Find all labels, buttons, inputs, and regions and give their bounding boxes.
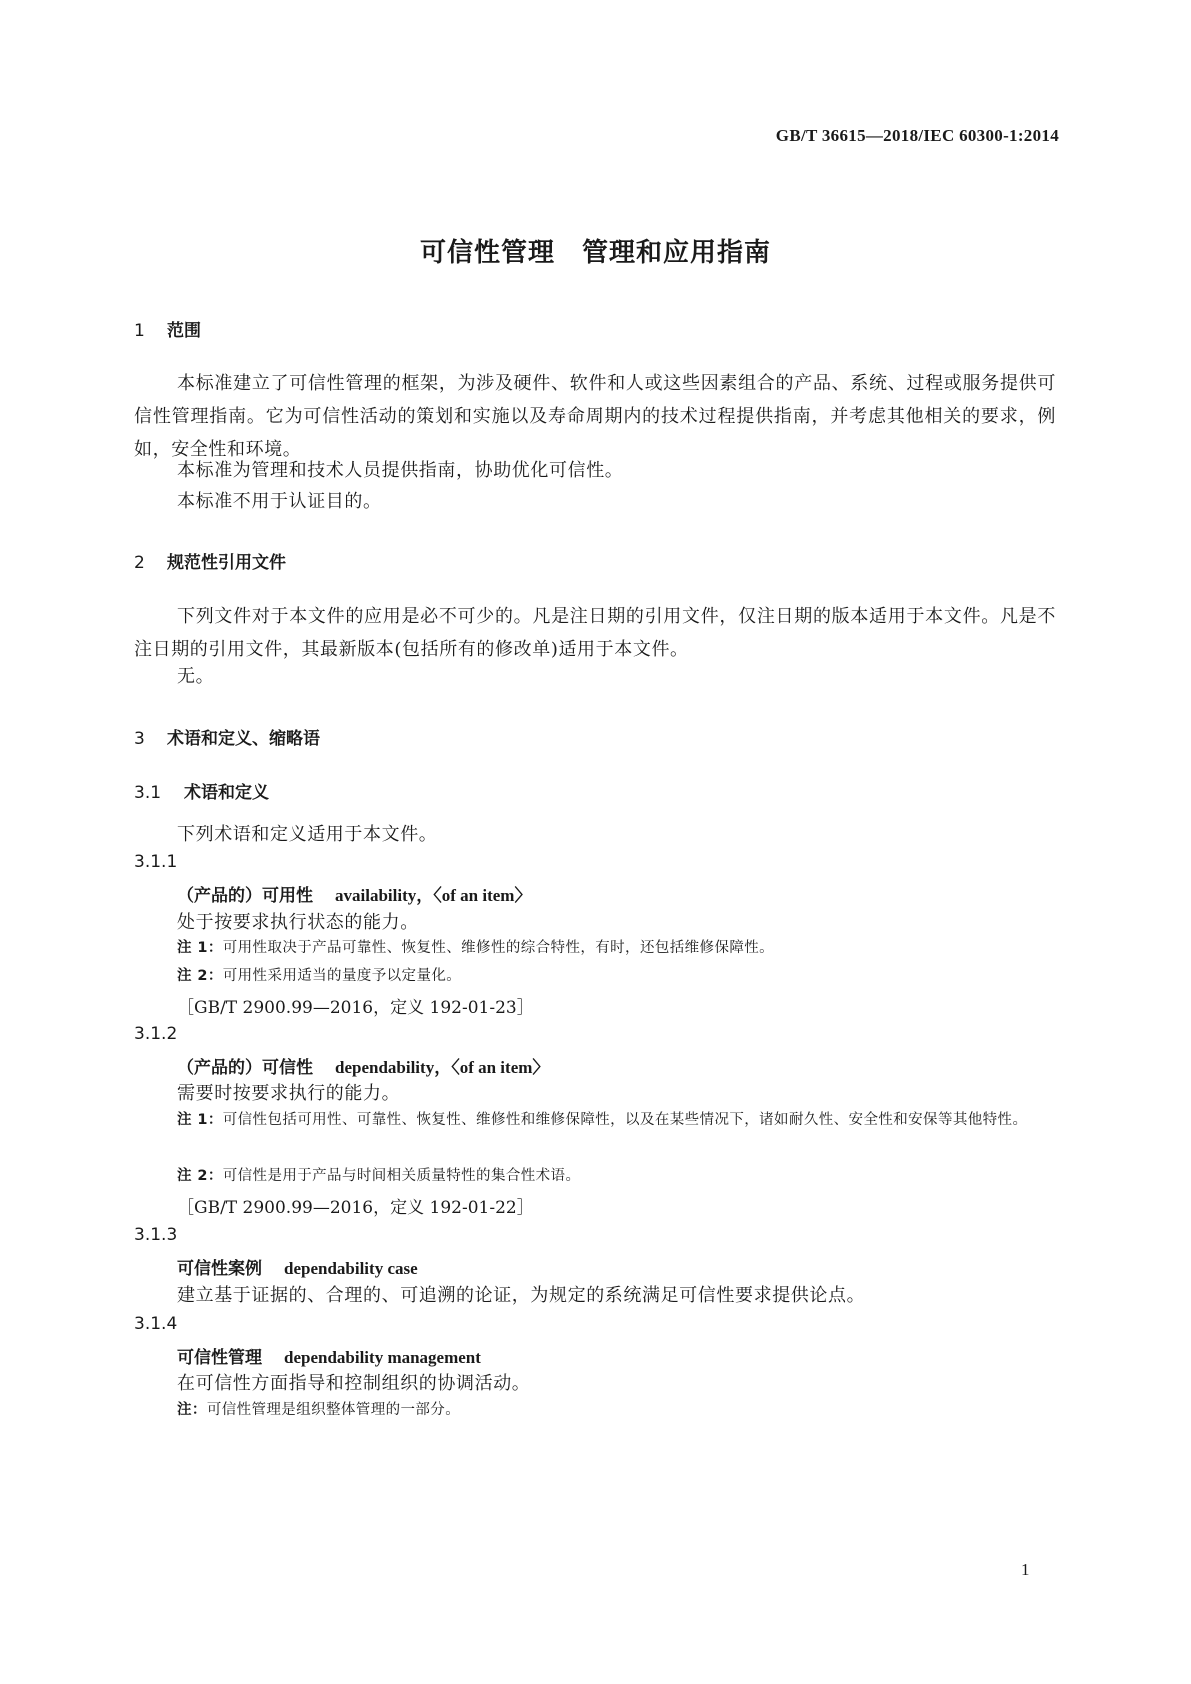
note-text: 可用性取决于产品可靠性、恢复性、维修性的综合特性，有时，还包括维修保障性。 — [222, 940, 775, 956]
document-title: 可信性管理 管理和应用指南 — [419, 238, 771, 268]
section-title: 范围 — [167, 321, 201, 341]
section-number: 3 — [134, 729, 145, 749]
note-text: 可信性包括可用性、可靠性、恢复性、维修性和维修保障性，以及在某些情况下，诸如耐久性、安全性和安保等其他特性。 — [222, 1112, 1028, 1128]
term-note — [177, 962, 1057, 990]
term-note — [177, 934, 1057, 962]
note-label: 注 1： — [177, 940, 223, 956]
term-note — [177, 1162, 1057, 1190]
section-2-paragraph-1: 下列文件对于本文件的应用是必不可少的。凡是注日期的引用文件，仅注日期的版本适用于本文件。凡是不注日期的引用文件，其最新版本(包括所有的修改单)适用于本文件。 — [134, 606, 1056, 660]
term-definition: 在可信性方面指导和控制组织的协调活动。 — [177, 1373, 531, 1394]
section-title: 术语和定义 — [184, 783, 269, 803]
term-english: availability，〈of an item〉 — [335, 886, 532, 905]
standard-number: GB/T 36615—2018/IEC 60300-1:2014 — [775, 126, 1059, 145]
term-definition: 处于按要求执行状态的能力。 — [177, 912, 419, 933]
section-3-1-heading — [134, 778, 269, 803]
term-english: dependability case — [284, 1259, 418, 1278]
note-label: 注： — [177, 1402, 207, 1418]
note-label: 注 2： — [177, 968, 223, 984]
note-label: 注 2： — [177, 1168, 223, 1184]
section-3-heading — [134, 724, 320, 749]
note-label: 注 1： — [177, 1112, 223, 1128]
section-1-paragraph-1: 本标准建立了可信性管理的框架，为涉及硬件、软件和人或这些因素组合的产品、系统、过程或服务提供可信性管理指南。它为可信性活动的策划和实施以及寿命周期内的技术过程提供指南，并考虑其他相关的要求，例如，安全性和环境。 — [134, 373, 1056, 460]
term-chinese: 可信性案例 — [177, 1259, 262, 1279]
term-entry — [177, 1053, 549, 1078]
term-number: 3.1.3 — [134, 1225, 178, 1245]
term-definition: 需要时按要求执行的能力。 — [177, 1083, 401, 1104]
section-3-1-intro: 下列术语和定义适用于本文件。 — [177, 824, 438, 845]
section-1-paragraph-2: 本标准为管理和技术人员提供指南，协助优化可信性。 — [177, 460, 624, 481]
term-source: ［GB/T 2900.99—2016，定义 192-01-23］ — [177, 998, 534, 1018]
term-note — [177, 1106, 1099, 1134]
note-text: 可信性管理是组织整体管理的一部分。 — [206, 1402, 461, 1418]
page-number: 1 — [1021, 1560, 1030, 1579]
term-chinese: （产品的）可信性 — [177, 1058, 313, 1078]
term-chinese: 可信性管理 — [177, 1348, 262, 1368]
section-number: 2 — [134, 553, 145, 573]
term-english: dependability management — [284, 1348, 481, 1367]
term-number: 3.1.2 — [134, 1024, 178, 1044]
section-number: 1 — [134, 321, 145, 341]
section-2-paragraph-2: 无。 — [177, 666, 215, 687]
section-2-heading — [134, 548, 286, 573]
section-number: 3.1 — [134, 783, 162, 803]
term-entry — [177, 1254, 418, 1279]
term-english: dependability，〈of an item〉 — [335, 1058, 550, 1077]
term-source: ［GB/T 2900.99—2016，定义 192-01-22］ — [177, 1198, 534, 1218]
term-number: 3.1.1 — [134, 852, 178, 872]
term-number: 3.1.4 — [134, 1314, 178, 1334]
term-note — [177, 1396, 1057, 1424]
note-text: 可用性采用适当的量度予以定量化。 — [222, 968, 462, 984]
term-definition: 建立基于证据的、合理的、可追溯的论证，为规定的系统满足可信性要求提供论点。 — [177, 1285, 866, 1306]
term-chinese: （产品的）可用性 — [177, 886, 313, 906]
section-title: 术语和定义、缩略语 — [167, 729, 320, 749]
term-entry — [177, 881, 531, 906]
section-1-heading — [134, 316, 201, 341]
section-1-paragraph-3: 本标准不用于认证目的。 — [177, 491, 382, 512]
term-entry — [177, 1343, 481, 1368]
section-title: 规范性引用文件 — [167, 553, 286, 573]
note-text: 可信性是用于产品与时间相关质量特性的集合性术语。 — [222, 1168, 581, 1184]
